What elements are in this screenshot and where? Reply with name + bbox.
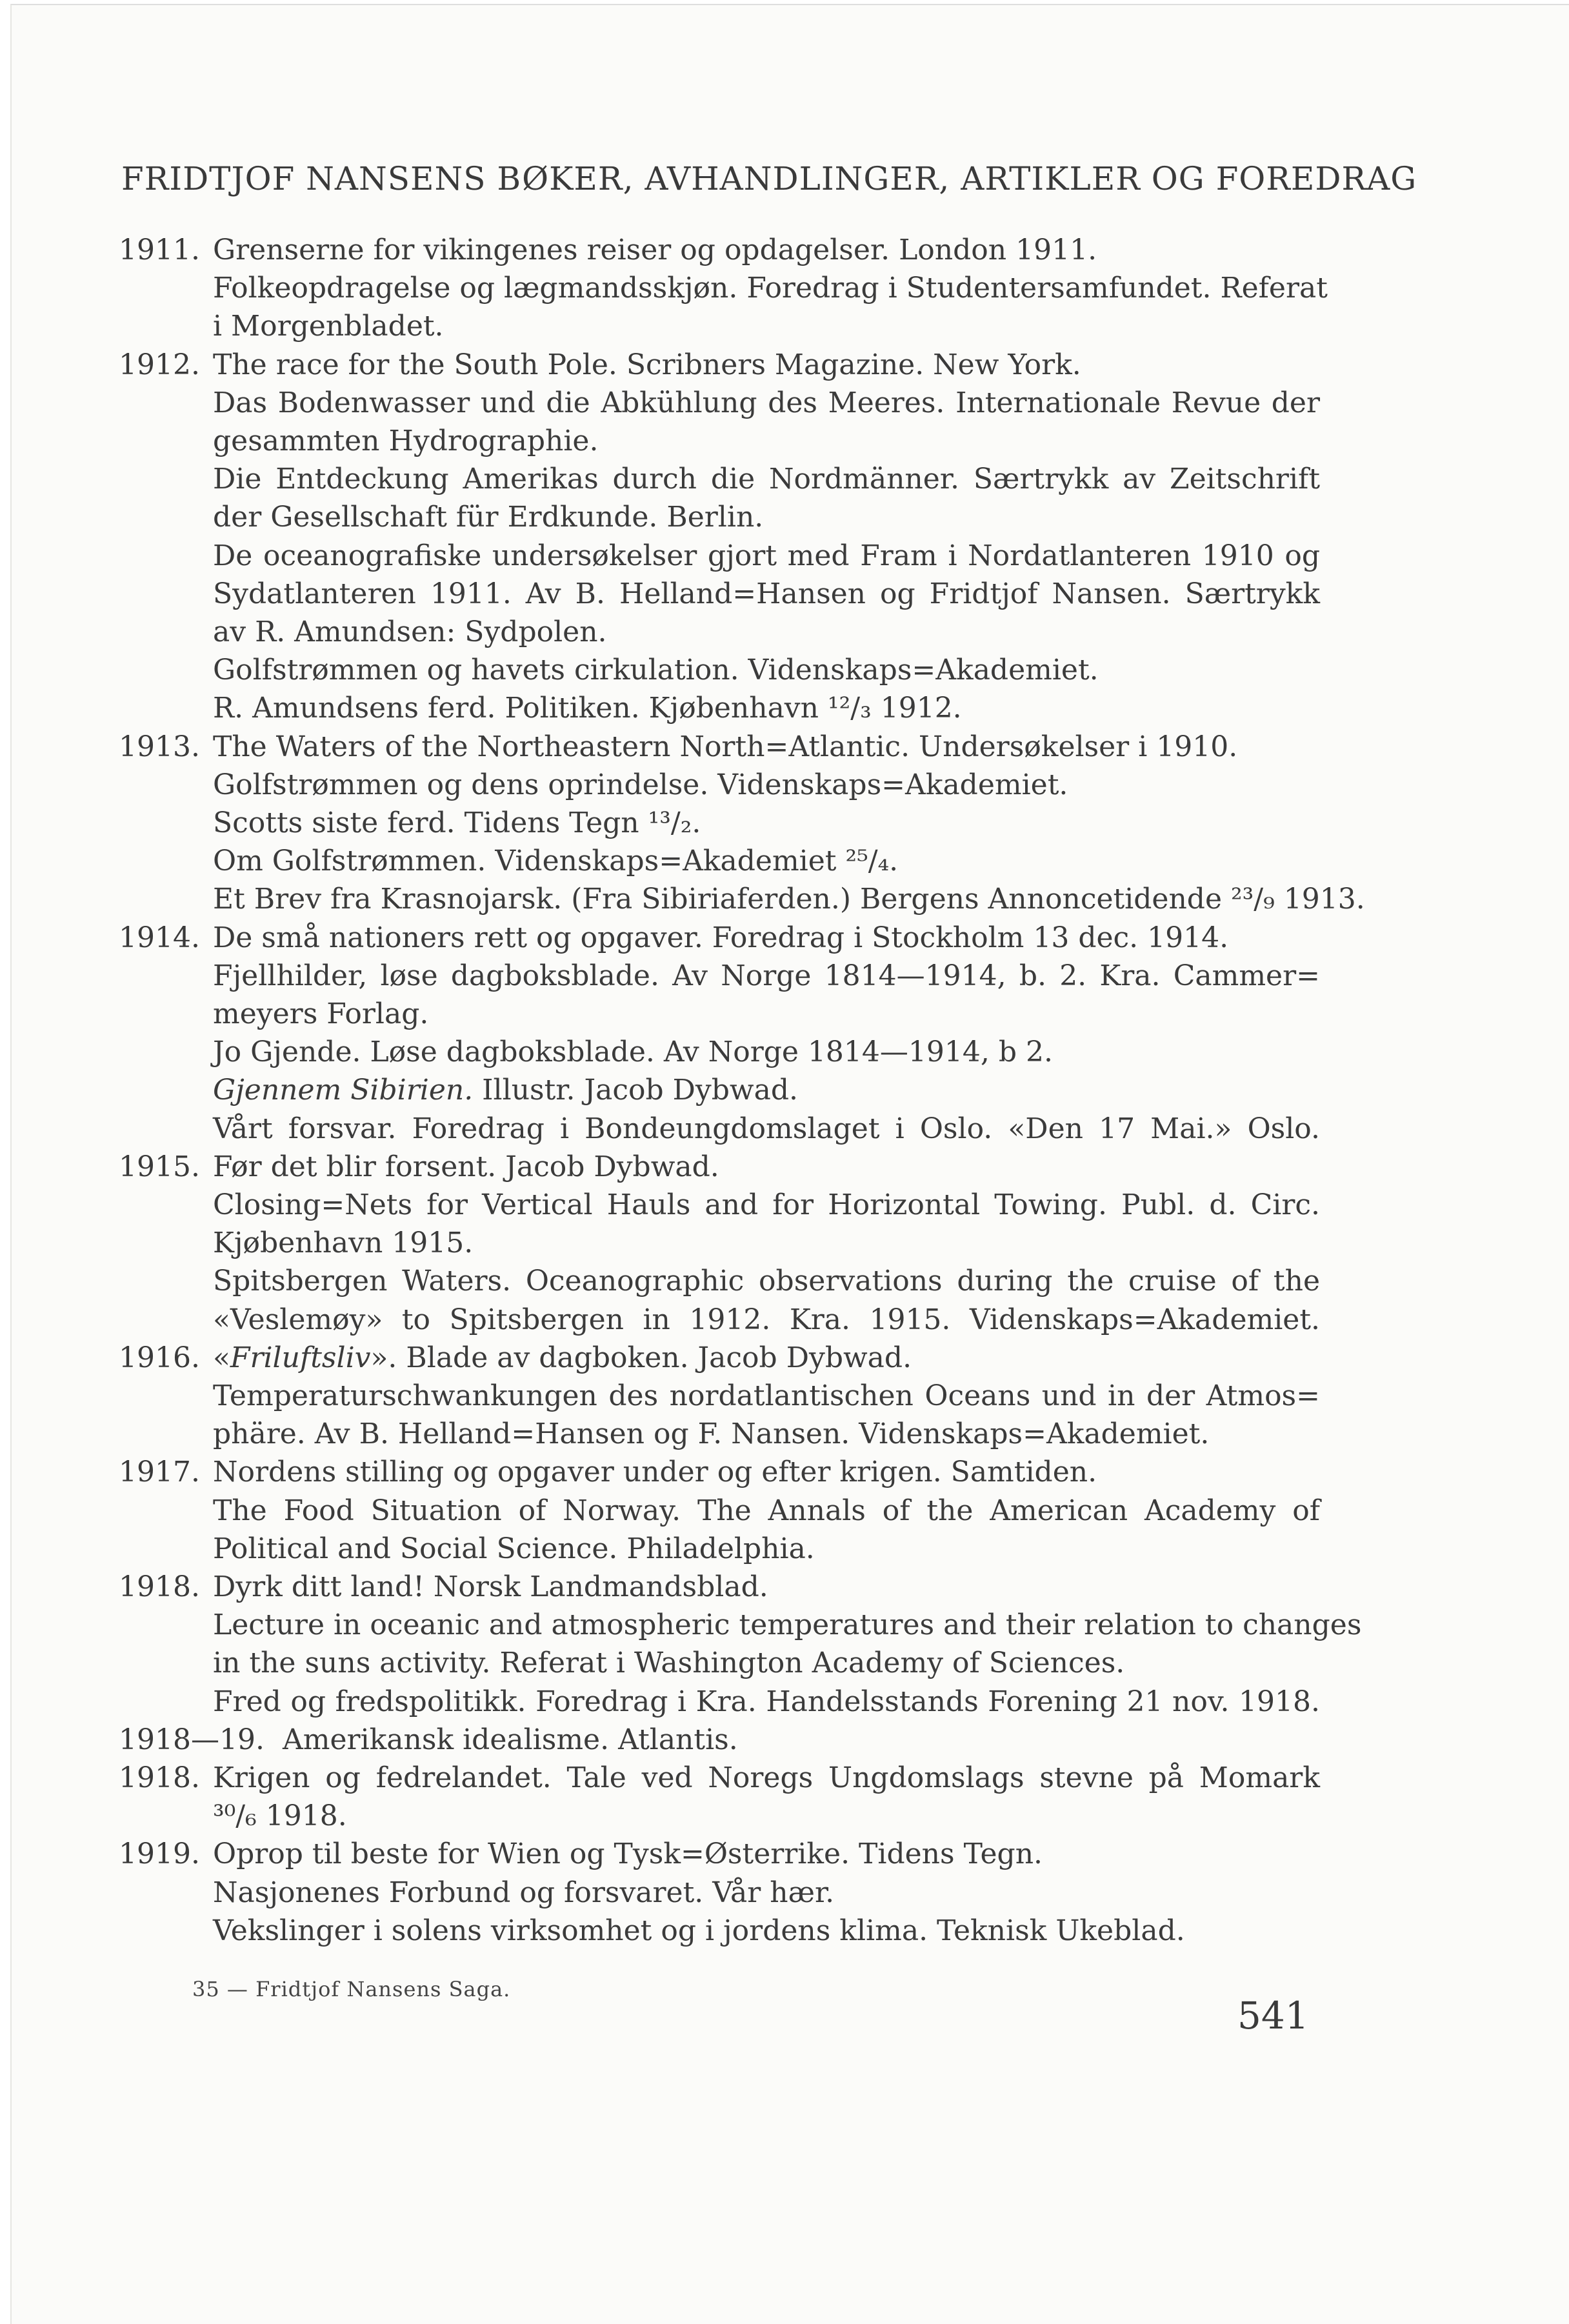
bibliography-line — [12, 1721, 1569, 1759]
entry-year: 1916. — [119, 1341, 200, 1374]
bibliography-line — [12, 1835, 1569, 1873]
entry-text: De oceanografiske undersøkelser gjort med Fram i Nordatlanteren 1910 og — [213, 539, 1320, 572]
entry-text: ³⁰/₆ 1918. — [213, 1799, 347, 1833]
entry-text: Om Golfstrømmen. Videnskaps=Akademiet ²⁵/₄. — [213, 845, 899, 878]
entry-text: Vårt forsvar. Foredrag i Bondeungdomslaget i Oslo. «Den 17 Mai.» Oslo. — [213, 1112, 1320, 1145]
entry-text: Die Entdeckung Amerikas durch die Nordmänner. Særtrykk av Zeitschrift — [213, 463, 1320, 496]
bibliography-line — [12, 269, 1569, 307]
entry-year: 1918—19. — [119, 1723, 265, 1756]
entry-text: Golfstrømmen og dens oprindelse. Videnskaps=Akademiet. — [213, 768, 1068, 801]
bibliography-line — [12, 1377, 1569, 1415]
bibliography-line — [12, 1759, 1569, 1797]
entry-text: Før det blir forsent. Jacob Dybwad. — [213, 1150, 719, 1183]
entry-year: 1918. — [119, 1570, 200, 1603]
entry-year: 1917. — [119, 1456, 200, 1489]
entry-year: 1915. — [119, 1150, 200, 1183]
bibliography-line — [12, 1492, 1569, 1530]
entry-year: 1912. — [119, 348, 200, 381]
bibliography-line — [12, 422, 1569, 460]
entry-text: Sydatlanteren 1911. Av B. Helland=Hansen og Fridtjof Nansen. Særtrykk — [213, 577, 1320, 610]
entry-text: Spitsbergen Waters. Oceanographic observations during the cruise of the — [213, 1265, 1320, 1298]
entry-text: Golfstrømmen og havets cirkulation. Videnskaps=Akademiet. — [213, 654, 1099, 687]
entry-text: R. Amundsens ferd. Politiken. Kjøbenhavn ¹²/₃ 1912. — [213, 692, 962, 725]
entry-text: Temperaturschwankungen des nordatlantischen Oceans und in der Atmos= — [213, 1379, 1320, 1412]
entry-text: av R. Amundsen: Sydpolen. — [213, 616, 607, 648]
bibliography-line — [12, 1415, 1569, 1453]
bibliography-line — [12, 575, 1569, 613]
entry-text: Folkeopdragelse og lægmandsskjøn. Foredrag i Studentersamfundet. Referat — [213, 272, 1328, 305]
bibliography-line — [12, 1453, 1569, 1491]
page-header: FRIDTJOF NANSENS BØKER, AVHANDLINGER, ARTIKLER OG FOREDRAG — [121, 160, 1417, 197]
entry-text: Jo Gjende. Løse dagboksblade. Av Norge 1814—1914, b 2. — [213, 1036, 1053, 1069]
bibliography-line — [12, 1186, 1569, 1224]
bibliography-line — [12, 1874, 1569, 1912]
bibliography-line — [12, 1148, 1569, 1186]
entry-text: Fjellhilder, løse dagboksblade. Av Norge 1814—1914, b. 2. Kra. Cammer= — [213, 959, 1320, 992]
footnote: 35 — Fridtjof Nansens Saga. — [192, 1977, 511, 2001]
bibliography-line — [12, 1568, 1569, 1606]
bibliography-line — [12, 1033, 1569, 1071]
entry-text: The Food Situation of Norway. The Annals of the American Academy of — [213, 1494, 1320, 1527]
entry-text: Fred og fredspolitikk. Foredrag i Kra. Handelsstands Forening 21 nov. 1918. — [213, 1685, 1320, 1718]
bibliography-line — [12, 880, 1569, 918]
bibliography-line — [12, 1262, 1569, 1300]
bibliography-line — [12, 498, 1569, 536]
entry-text: Oprop til beste for Wien og Tysk=Østerrike. Tidens Tegn. — [213, 1838, 1043, 1871]
bibliography-line — [12, 919, 1569, 957]
entry-text: gesammten Hydrographie. — [213, 425, 599, 457]
book-page — [10, 4, 1569, 2324]
bibliography-line — [12, 1530, 1569, 1568]
bibliography-line — [12, 1797, 1569, 1835]
bibliography-line — [12, 537, 1569, 575]
entry-year: 1919. — [119, 1838, 200, 1871]
bibliography-line — [12, 1301, 1569, 1339]
entry-text: der Gesellschaft für Erdkunde. Berlin. — [213, 501, 764, 534]
entry-text: Kjøbenhavn 1915. — [213, 1227, 474, 1260]
entry-text: The race for the South Pole. Scribners Magazine. New York. — [213, 348, 1081, 381]
entry-text: De små nationers rett og opgaver. Foredrag i Stockholm 13 dec. 1914. — [213, 921, 1229, 954]
bibliography-line — [12, 651, 1569, 689]
entry-year: 1918. — [119, 1761, 200, 1794]
entry-text: Grenserne for vikingenes reiser og opdagelser. London 1911. — [213, 234, 1097, 266]
entry-title-italic: Friluftsliv — [230, 1341, 371, 1374]
entry-text: The Waters of the Northeastern North=Atlantic. Undersøkelser i 1910. — [213, 730, 1238, 763]
bibliography-line — [12, 307, 1569, 345]
bibliography-line — [12, 1224, 1569, 1262]
entry-text: Closing=Nets for Vertical Hauls and for Horizontal Towing. Publ. d. Circ. — [213, 1188, 1320, 1221]
entry-text: Amerikansk idealisme. Atlantis. — [283, 1723, 738, 1756]
bibliography-line — [12, 1683, 1569, 1721]
entry-text: «Veslemøy» to Spitsbergen in 1912. Kra. 1915. Videnskaps=Akademiet. — [213, 1303, 1320, 1336]
bibliography-line — [12, 384, 1569, 422]
entry-text: Nasjonenes Forbund og forsvaret. Vår hær. — [213, 1876, 835, 1909]
bibliography-line — [12, 766, 1569, 804]
entry-text: Dyrk ditt land! Norsk Landmandsblad. — [213, 1570, 768, 1603]
entry-year: 1914. — [119, 921, 200, 954]
entry-text: i Morgenbladet. — [213, 310, 444, 343]
bibliography-line — [12, 346, 1569, 384]
entry-text: in the suns activity. Referat i Washington Academy of Sciences. — [213, 1647, 1125, 1680]
entry-text: Political and Social Science. Philadelphia. — [213, 1532, 815, 1565]
bibliography-line — [12, 1110, 1569, 1148]
entry-text: Nordens stilling og opgaver under og efter krigen. Samtiden. — [213, 1456, 1097, 1489]
entry-text: Krigen og fedrelandet. Tale ved Noregs Ungdomslags stevne på Momark — [213, 1761, 1320, 1794]
entry-year: 1911. — [119, 234, 200, 266]
bibliography-line — [12, 1912, 1569, 1950]
bibliography-line — [12, 460, 1569, 498]
bibliography-line — [12, 1339, 1569, 1377]
bibliography-line — [12, 689, 1569, 727]
entry-text: Scotts siste ferd. Tidens Tegn ¹³/₂. — [213, 806, 701, 839]
entry-year: 1913. — [119, 730, 200, 763]
entry-text: Das Bodenwasser und die Abkühlung des Meeres. Internationale Revue der — [213, 386, 1320, 419]
entry-text: Lecture in oceanic and atmospheric temperatures and their relation to changes — [213, 1608, 1362, 1642]
bibliography-line — [12, 1071, 1569, 1109]
bibliography-line — [12, 728, 1569, 766]
entry-title-italic: Gjennem Sibirien. — [213, 1074, 474, 1107]
entry-text: Gjennem Sibirien. Illustr. Jacob Dybwad. — [213, 1074, 798, 1107]
bibliography-line — [12, 1644, 1569, 1682]
bibliography-line — [12, 1606, 1569, 1644]
entry-text: «Friluftsliv». Blade av dagboken. Jacob Dybwad. — [213, 1341, 912, 1374]
bibliography-line — [12, 995, 1569, 1033]
entry-text: phäre. Av B. Helland=Hansen og F. Nansen. Videnskaps=Akademiet. — [213, 1417, 1210, 1451]
bibliography-line — [12, 804, 1569, 842]
bibliography-line — [12, 842, 1569, 880]
entry-text: Et Brev fra Krasnojarsk. (Fra Sibiriaferden.) Bergens Annoncetidende ²³/₉ 1913. — [213, 883, 1365, 916]
entry-text: meyers Forlag. — [213, 997, 429, 1030]
page-number: 541 — [1237, 1994, 1309, 2038]
bibliography-line — [12, 957, 1569, 995]
entry-text: Vekslinger i solens virksomhet og i jordens klima. Teknisk Ukeblad. — [213, 1914, 1185, 1947]
bibliography-line — [12, 231, 1569, 269]
bibliography-line — [12, 613, 1569, 651]
